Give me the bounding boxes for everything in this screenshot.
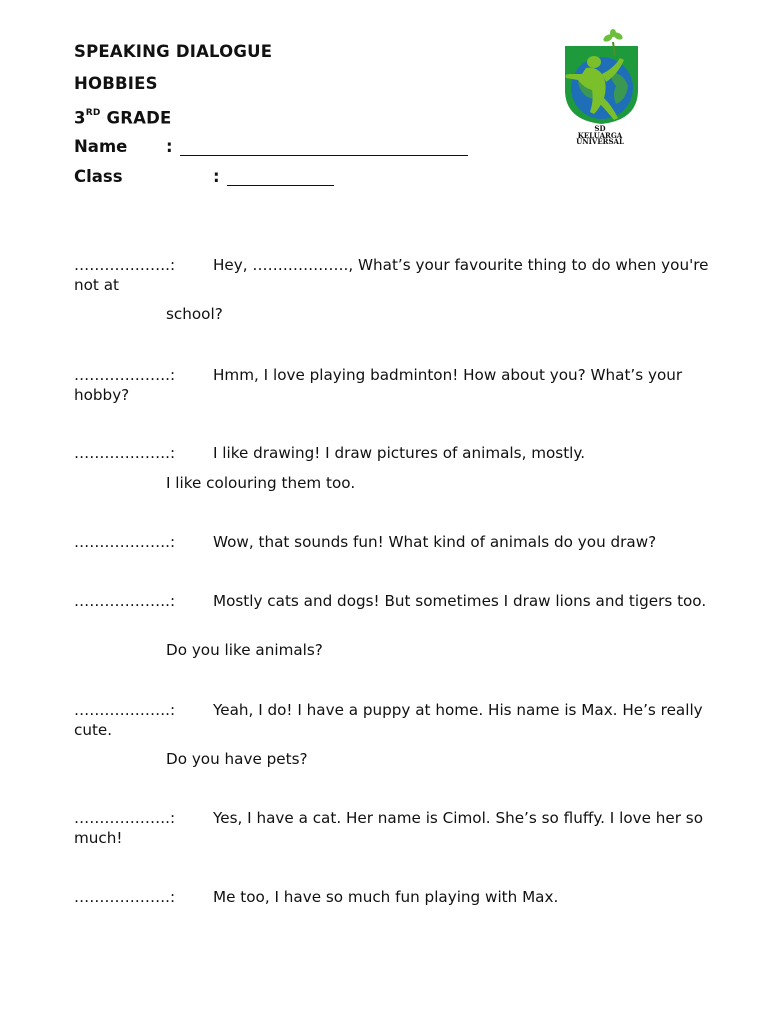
speaker-blank[interactable]: ……………….: [74,444,176,462]
speaker-blank[interactable]: ……………….: [74,256,176,274]
dialogue-line [74,888,714,908]
dialogue-continuation: Do you have pets? [166,750,308,768]
name-label: Name [74,137,128,156]
dialogue-text: Yes, I have a cat. Her name is Cimol. She’s so fluffy. I love her so much! [74,809,704,847]
grade-number: 3 [74,108,86,128]
grade-word: GRADE [106,108,172,128]
speaker-blank[interactable]: ……………….: [74,366,176,384]
logo-text-universal: UNIVERSAL [576,137,624,146]
class-label: Class [74,167,123,186]
dialogue-continuation: Do you like animals? [166,641,323,659]
speaker-blank[interactable]: ……………….: [74,809,176,827]
speaker-blank[interactable]: ……………….: [74,888,176,906]
grade-suffix: RD [85,108,101,118]
dialogue-text: Yeah, I do! I have a puppy at home. His name is Max. He’s really cute. [74,701,703,739]
dialogue-line [74,701,714,740]
dialogue-continuation: school? [166,305,223,323]
class-colon: : [213,167,220,186]
dialogue-text: Hmm, I love playing badminton! How about you? What’s your hobby? [74,366,683,404]
logo-text-keluarga: KELUARGA [577,130,623,140]
worksheet-title: SPEAKING DIALOGUE [74,42,273,61]
worksheet-topic: HOBBIES [74,74,158,93]
dialogue-line [74,256,714,295]
dialogue-line [74,809,714,848]
dialogue-line [74,366,714,405]
dialogue-line [74,592,714,612]
speaker-blank[interactable]: ……………….: [74,701,176,719]
dialogue-text: I like drawing! I draw pictures of animals, mostly. [213,444,586,462]
worksheet-grade [74,105,171,129]
dialogue-text: Wow, that sounds fun! What kind of animals do you draw? [213,533,657,551]
name-blank-line[interactable] [180,137,468,156]
logo-text-sd: SD [594,124,606,133]
dialogue-line [74,444,714,464]
speaker-blank[interactable]: ……………….: [74,533,176,551]
dialogue-text: Hey, ………………., What’s your favourite thing to do when you're not at [74,256,709,294]
class-blank-line[interactable] [227,167,334,186]
dialogue-text: Me too, I have so much fun playing with Max. [213,888,559,906]
name-colon: : [166,137,173,156]
dialogue-continuation: I like colouring them too. [166,474,356,492]
dialogue-line [74,533,714,553]
dialogue-text: Mostly cats and dogs! But sometimes I draw lions and tigers too. [213,592,707,610]
speaker-blank[interactable]: ……………….: [74,592,176,610]
